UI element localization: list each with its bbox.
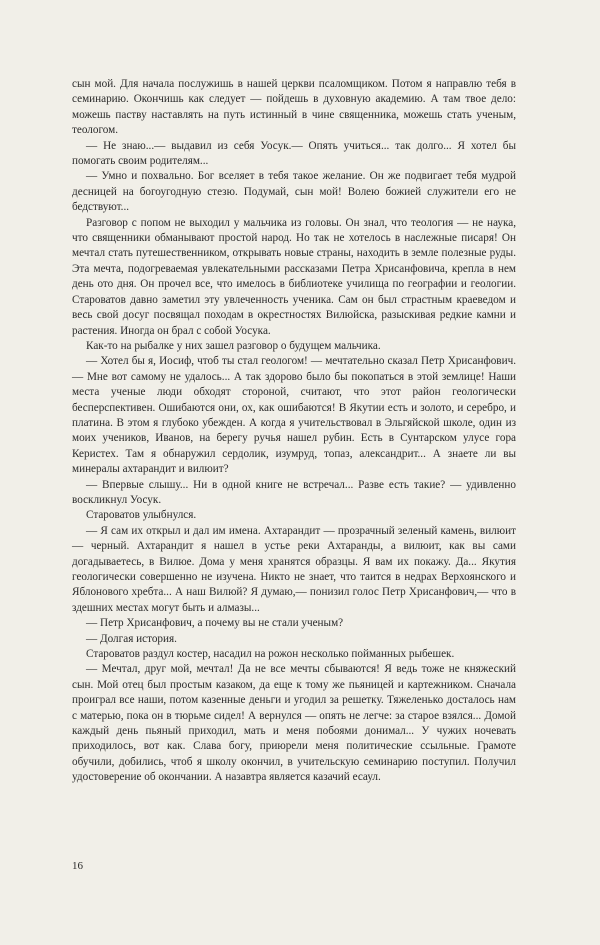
paragraph: Староватов улыбнулся.: [86, 509, 197, 522]
paragraph: Как-то на рыбалке у них зашел разговор о будущем мальчика.: [86, 339, 381, 352]
paragraph: сын мой. Для начала послужишь в нашей церкви псаломщиком. Потом я направлю тебя в семинарию. Окончишь как следует — пойдешь в духовную академию. А там твое дело: можешь паству наставлять на путь истинный в чине священника, можешь стать ученым, теологом.: [72, 78, 516, 137]
body-text: [72, 77, 516, 786]
paragraph: — Я сам их открыл и дал им имена. Ахтарандит — прозрачный зеленый камень, вилюит — черный. Ахтарандит я нашел в устье реки Ахтаранды, а вилюит, как вы сами догадываетесь, в Вилюе. Дома у меня хранятся образцы. Я вам их покажу. Да... Якутия геологически совершенно не изучена. Никто не знает, что таится в недрах Верхоянского и Яблонового хребта... А наш Вилюй? Я думаю,— понизил голос Петр Хрисанфович,— что в здешних местах могут быть и алмазы...: [72, 524, 516, 614]
paragraph: — Петр Хрисанфович, а почему вы не стали ученым?: [86, 617, 344, 630]
page-number: 16: [72, 860, 83, 872]
paragraph: Староватов раздул костер, насадил на рожон несколько пойманных рыбешек.: [86, 648, 455, 661]
paragraph: — Хотел бы я, Иосиф, чтоб ты стал геологом! — мечтательно сказал Петр Хрисанфович.— Мне вот самому не удалось... А так здорово было бы покопаться в этой землице! Наши места ученые люди обходят стороной, считают, что этот район геологически бесперспективен. Ошибаются они, ох, как ошибаются! В Якутии есть и золото, и серебро, и платина. В этом я глубоко убежден. А когда я учительствовал в Эльгяйской школе, один из моих учеников, Иванов, на берегу ручья нашел рубин. Есть в Сунтарском улусе гора Керистех. Там я обнаружил сердолик, изумруд, топаз, александрит... А знаете ли вы минералы ахтарандит и вилюит?: [72, 355, 516, 476]
paragraph: — Впервые слышу... Ни в одной книге не встречал... Разве есть такие? — удивленно воскликнул Уосук.: [72, 478, 516, 506]
paragraph: — Не знаю...— выдавил из себя Уосук.— Опять учиться... так долго... Я хотел бы помогать своим родителям...: [72, 139, 516, 168]
paragraph: — Долгая история.: [86, 632, 177, 645]
paragraph: — Мечтал, друг мой, мечтал! Да не все мечты сбываются! Я ведь тоже не княжеский сын. Мой отец был простым казаком, да еще к тому же пьяницей и картежником. Сначала проиграл все наши, потом казенные деньги и угодил за решетку. Тяжеленько досталось нам с матерью, пока он в тюрьме сидел! А вернулся — опять не легче: за старое взялся... Домой каждый день пьяный приходил, мать и меня побоями донимал... У чужих ночевать приходилось, вот как. Слава богу, приюрели меня политические ссыльные. Грамоте обучили, добились, чтоб я школу окончил, в учительскую семинарию поступил. Получил удостоверение об окончании. А назавтра является казачий есаул.: [72, 663, 516, 784]
paragraph: Разговор с попом не выходил у мальчика из головы. Он знал, что теология — не наука, что священники обманывают простой народ. Но так не хотелось в наслежные писаря! Он мечтал стать путешественником, открывать новые страны, находить в земле полезные руды. Эта мечта, подогреваемая увлекательными рассказами Петра Хрисанфовича, крепла в нем день ото дня. Он прочел все, что имелось в библиотеке училища по географии и геологии. Староватов давно заметил эту увлеченность ученика. Сам он был страстным краеведом и весь свой досуг посвящал походам в окрестностях Вилюйска, разыскивая редкие камни и растения. Иногда он брал с собой Уосука.: [72, 216, 516, 337]
paragraph: — Умно и похвально. Бог вселяет в тебя такое желание. Он же подвигает тебя мудрой десницей на богоугодную стезю. Подумай, сын мой! Волею божией служители его не бедствуют...: [72, 170, 516, 214]
